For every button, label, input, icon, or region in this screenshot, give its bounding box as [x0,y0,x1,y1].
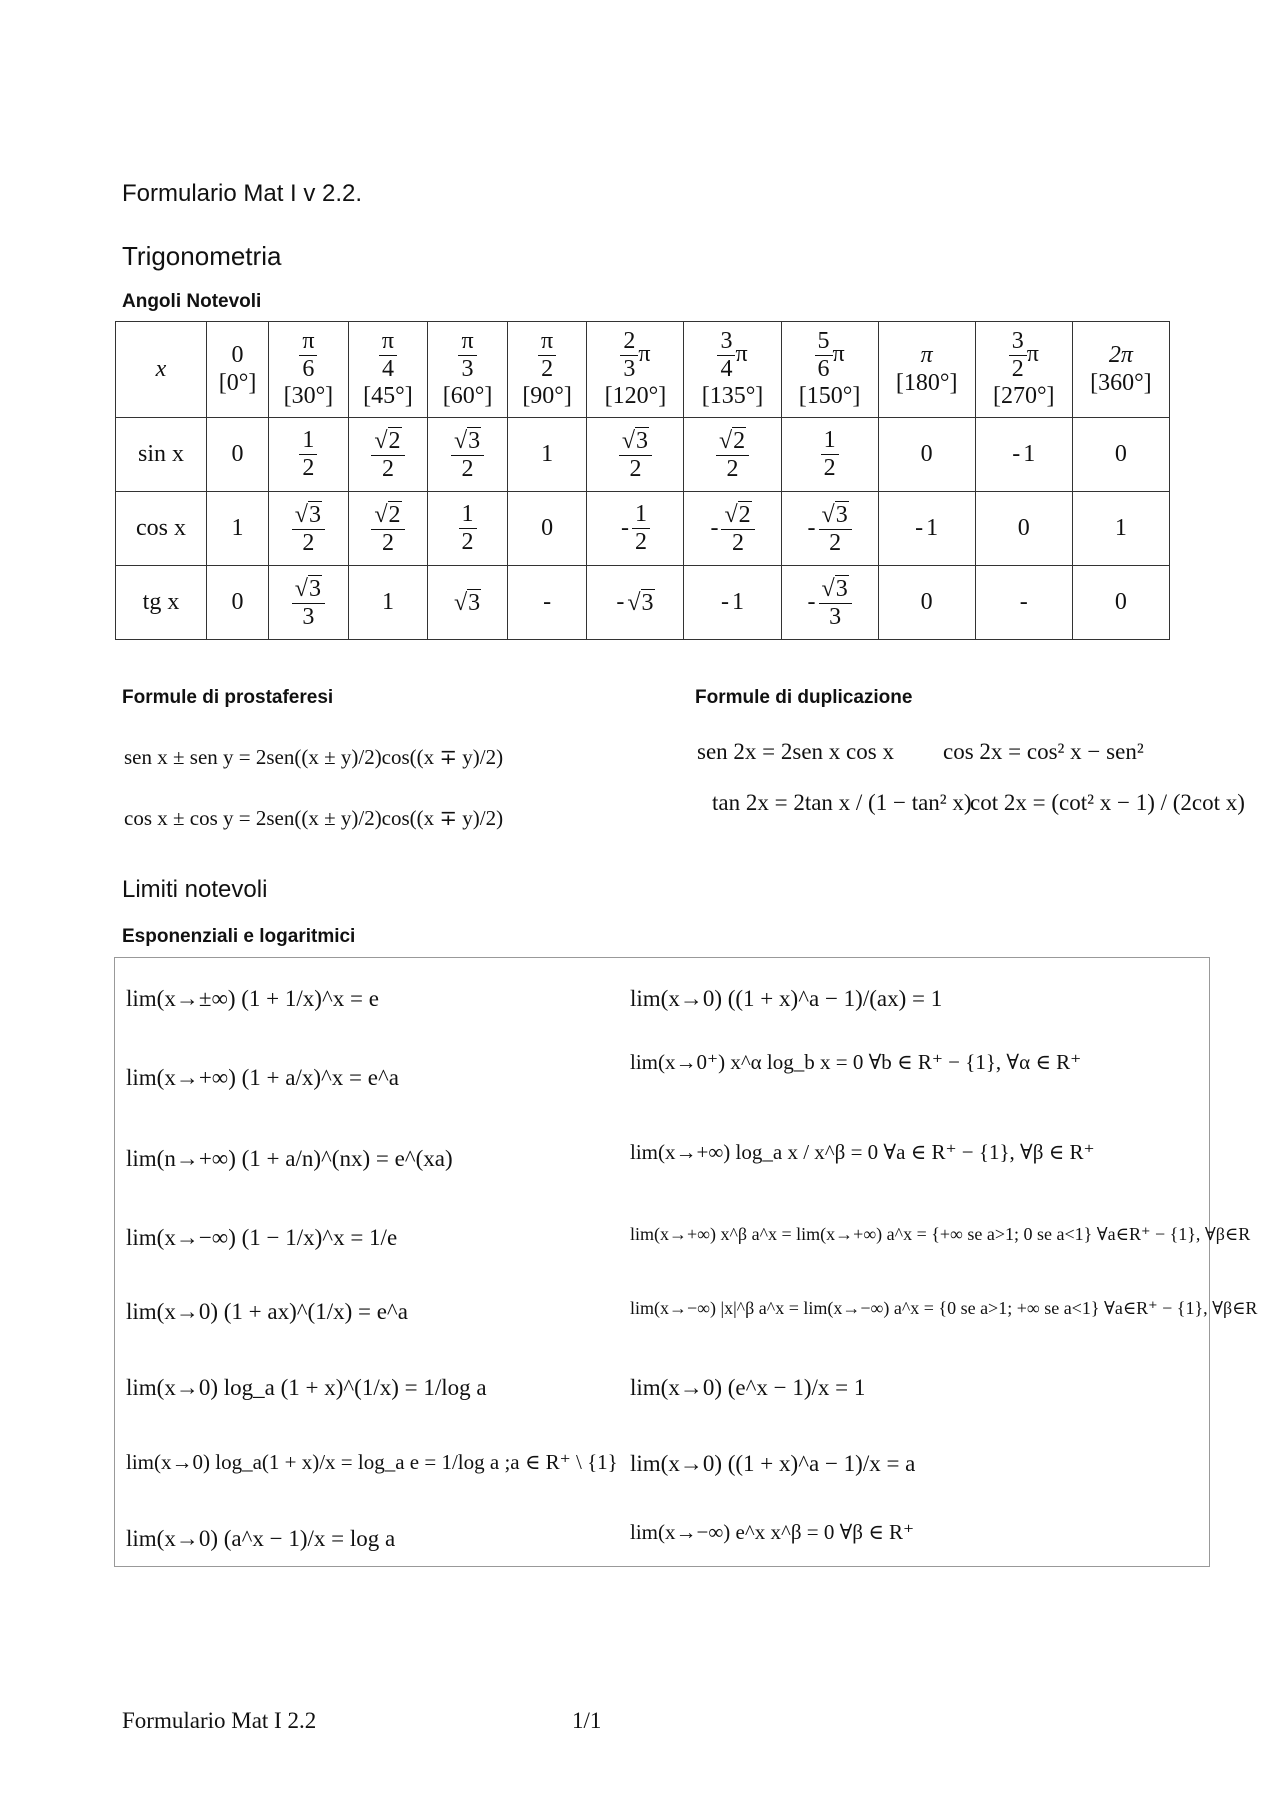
limit-left-5: lim(x→0) (1 + ax)^(1/x) = e^a [126,1299,408,1324]
table-cell [781,566,878,640]
prostaferesi-title: Formule di prostaferesi [122,687,334,708]
limit-right-6: lim(x→0) (e^x − 1)/x = 1 [630,1375,866,1400]
numerator [632,501,650,529]
table-row-cos [116,492,1170,566]
numerator [819,501,852,530]
table-cell [428,418,508,492]
minus-sign: - [616,589,625,615]
value-text: 1 [541,441,554,467]
minus-sign: - [1012,441,1021,467]
table-cell [878,418,975,492]
table-row-sin [116,418,1170,492]
cell-value [292,501,325,557]
value-text: 1 [381,589,394,615]
cell-value [1012,441,1035,468]
cell-value [1115,441,1127,468]
angle-num: 5 [815,328,833,356]
sqrt-value [822,501,849,529]
angoli-notevoli-table [115,321,1170,640]
fraction [451,427,484,483]
angle-degrees: [180°] [895,369,958,396]
sqrt-sign: √ [374,427,388,454]
limit-right-8: lim(x→−∞) e^x x^β = 0 ∀β ∈ R⁺ [630,1520,915,1544]
value-text: 1 [732,589,745,615]
value-text: 0 [1017,515,1030,541]
angle-30 [269,322,349,418]
angle-270 [975,322,1072,418]
row-label-cos: cos x [116,492,207,566]
sqrt-value [295,501,322,529]
numerator [821,427,839,455]
sqrt-radicand: 3 [308,501,321,528]
table-cell [269,566,349,640]
cell-value [451,427,484,483]
value-text: - [543,589,552,615]
angle-value: π [920,341,933,368]
fraction [721,501,754,557]
angle-den: 4 [381,355,394,382]
table-cell [507,418,587,492]
angle-135 [684,322,781,418]
limit-left-2: lim(x→+∞) (1 + a/x)^x = e^a [126,1065,399,1090]
limit-right-4: lim(x→+∞) x^β a^x = lim(x→+∞) a^x = {+∞ se a>1; 0 se a<1} ∀a∈R⁺ − {1}, ∀β∈R [630,1224,1251,1244]
cell-value [721,589,744,616]
duplicazione-cot2x: cot 2x = (cot² x − 1) / (2cot x) [970,790,1245,815]
cell-value [1115,589,1127,616]
row-label-tg: tg x [116,566,207,640]
sqrt-radicand: 3 [835,575,848,602]
sqrt-radicand: 2 [388,427,401,454]
angle-degrees: [0°] [218,369,257,396]
value-text: 2 [823,455,836,481]
sqrt-sign: √ [627,589,641,616]
table-cell [878,566,975,640]
value-text: 1 [1023,441,1036,467]
header-x: x [155,356,167,382]
limit-left-7: lim(x→0) log_a(1 + x)/x = log_a e = 1/log a ;a ∈ R⁺ \ {1} [126,1450,618,1474]
value-text: 1 [302,427,315,454]
value-text: 3 [829,603,842,630]
sqrt-radicand: 2 [738,501,751,528]
numerator [299,427,317,455]
angle-degrees: [45°] [363,383,413,410]
table-cell [1072,418,1169,492]
table-cell [348,566,428,640]
value-text: 0 [541,515,554,541]
limit-right-5: lim(x→−∞) |x|^β a^x = lim(x→−∞) a^x = {0 se a>1; +∞ se a<1} ∀a∈R⁺ − {1}, ∀β∈R [630,1298,1258,1318]
denominator [826,530,844,557]
section-title-trigonometria: Trigonometria [122,241,282,271]
fraction [292,501,325,557]
limit-left-1: lim(x→±∞) (1 + 1/x)^x = e [126,986,379,1011]
numerator [721,501,754,530]
denominator [459,456,477,483]
footer-page-number: 1/1 [572,1708,602,1733]
value-text: 2 [629,455,642,482]
table-cell [975,418,1072,492]
cell-value [808,575,852,631]
cell-value [299,427,317,482]
angle-90 [507,322,587,418]
fraction [371,501,404,557]
value-text: 2 [461,529,474,555]
sqrt-sign: √ [374,501,388,528]
table-cell [269,418,349,492]
angle-60 [428,322,508,418]
value-text: 2 [726,455,739,482]
limit-left-3: lim(n→+∞) (1 + a/n)^(nx) = e^(xa) [126,1146,453,1171]
table-cell [348,418,428,492]
duplicazione-tan2x: tan 2x = 2tan x / (1 − tan² x) [712,790,972,815]
sqrt-sign: √ [294,501,308,528]
cell-value [915,515,938,542]
sqrt-sign: √ [453,427,468,454]
table-cell [348,492,428,566]
angle-pi: π [735,340,748,367]
sqrt-value [374,501,401,529]
table-cell [781,492,878,566]
angle-degrees: [30°] [283,383,334,410]
limit-right-7: lim(x→0) ((1 + x)^a − 1)/x = a [630,1451,916,1476]
denominator [459,529,477,556]
table-cell [207,418,269,492]
fraction [299,427,317,482]
minus-sign: - [620,515,629,541]
table-cell [684,566,781,640]
table-cell [428,492,508,566]
minus-sign: - [915,515,924,541]
table-cell [878,492,975,566]
value-text: 1 [634,501,647,528]
angle-degrees: [60°] [442,383,493,410]
table-cell [975,566,1072,640]
sqrt-value [724,501,751,529]
sqrt-radicand: 3 [468,427,481,454]
angle-den: 2 [1011,355,1024,382]
row-label-sin: sin x [116,418,207,492]
cell-value [1018,515,1030,542]
section-title-limiti: Limiti notevoli [122,876,268,903]
angle-den: 3 [461,355,474,382]
angle-num: π [458,328,476,356]
angle-degrees: [270°] [992,383,1055,410]
denominator [626,456,644,483]
numerator [292,575,325,604]
angle-degrees: [120°] [604,383,667,410]
sqrt-radicand: 2 [388,501,401,528]
angle-num: π [538,328,556,356]
denominator [632,529,650,556]
value-text: 2 [461,455,474,482]
cell-value [382,589,394,616]
table-cell [207,492,269,566]
numerator [459,501,477,529]
prostaferesi-formula-2: cos x ± cos y = 2sen((x ± y)/2)cos((x ∓ y)/2) [124,806,504,830]
angle-den: 4 [720,355,733,382]
table-cell [587,492,684,566]
cell-value [232,589,244,616]
duplicazione-cos2x: cos 2x = cos² x − sen² [943,739,1144,764]
table-title-angoli-notevoli: Angoli Notevoli [122,291,262,312]
sqrt-sign: √ [821,501,835,528]
angle-degrees: [360°] [1090,369,1152,396]
fraction [292,575,325,631]
sqrt-radicand: 3 [636,427,649,454]
duplicazione-title: Formule di duplicazione [695,687,913,708]
limit-left-6: lim(x→0) log_a (1 + x)^(1/x) = 1/log a [126,1375,487,1400]
angle-degrees: [90°] [522,383,572,410]
cell-value [619,427,652,483]
cell-value [232,515,244,542]
table-cell [507,566,587,640]
cell-value [621,501,650,556]
angle-den: 2 [541,355,554,382]
table-cell [684,418,781,492]
cell-value [454,589,481,617]
angle-pi: π [638,340,651,367]
angle-num: 2 [620,328,638,356]
numerator [819,575,852,604]
fraction [371,427,404,483]
cell-value [541,441,553,468]
sqrt-value [627,589,654,617]
sqrt-sign: √ [724,501,738,528]
cell-value [1115,515,1127,542]
denominator [299,530,317,557]
angle-180 [878,322,975,418]
table-cell [207,566,269,640]
sqrt-value [374,427,401,455]
value-text: 0 [231,441,244,467]
sqrt-radicand: 3 [641,589,654,616]
numerator [292,501,325,530]
angle-120 [587,322,684,418]
sqrt-value [719,427,746,455]
minus-sign: - [807,589,816,615]
angle-num: π [379,328,397,356]
value-text: 2 [381,455,394,482]
value-text: 1 [823,427,836,454]
value-text: 2 [829,529,842,556]
sqrt-radicand: 3 [468,589,481,616]
cell-value [921,441,933,468]
value-text: 0 [920,589,933,615]
sqrt-sign: √ [453,589,468,616]
sqrt-value [454,427,481,455]
table-cell [1072,492,1169,566]
angle-360 [1072,322,1169,418]
value-text: 2 [732,529,745,556]
value-text: 1 [231,515,244,541]
angle-degrees: [150°] [798,383,861,410]
angle-value: 0 [231,341,244,368]
cell-value [808,501,852,557]
denominator [821,455,839,482]
sqrt-sign: √ [718,427,733,454]
denominator [724,456,742,483]
angle-value: 2π [1108,341,1133,368]
sqrt-radicand: 3 [308,575,321,602]
value-text: 1 [1114,515,1127,541]
fraction [632,501,650,556]
table-cell [781,418,878,492]
value-text: - [1019,589,1028,615]
cell-value [616,589,654,617]
numerator [716,427,749,456]
prostaferesi-formula-1: sen x ± sen y = 2sen((x ± y)/2)cos((x ∓ y)/2) [124,745,504,769]
cell-value [710,501,754,557]
value-text: 1 [461,501,474,528]
sqrt-radicand: 3 [835,501,848,528]
value-text: 0 [1114,441,1127,467]
cell-value [371,501,404,557]
fraction [716,427,749,483]
sqrt-sign: √ [294,575,308,602]
table-cell [269,492,349,566]
subsection-title-esponenziali: Esponenziali e logaritmici [122,926,356,947]
limit-left-4: lim(x→−∞) (1 − 1/x)^x = 1/e [126,1225,398,1250]
footer-doc-name: Formulario Mat I 2.2 [122,1708,317,1733]
angle-pi: π [832,340,845,367]
sqrt-sign: √ [621,427,636,454]
angle-den: 6 [817,355,830,382]
value-text: 0 [920,441,933,467]
sqrt-value [454,589,481,617]
table-cell [1072,566,1169,640]
value-text: 2 [381,529,394,556]
cell-value [821,427,839,482]
cell-value [292,575,325,631]
table-cell [587,418,684,492]
table-header-label [116,322,207,418]
table-cell [975,492,1072,566]
document-title: Formulario Mat I v 2.2. [122,180,363,207]
denominator [299,455,317,482]
value-text: 1 [926,515,939,541]
denominator [729,530,747,557]
value-text: 3 [302,603,315,630]
cell-value [459,501,477,556]
value-text: 0 [231,589,244,615]
fraction [819,501,852,557]
numerator [371,427,404,456]
angle-num: 3 [717,328,735,356]
limit-right-3: lim(x→+∞) log_a x / x^β = 0 ∀a ∈ R⁺ − {1}, ∀β ∈ R⁺ [630,1140,1095,1164]
angle-pi: π [1026,340,1039,367]
sqrt-value [622,427,649,455]
angle-degrees: [135°] [701,383,764,410]
fraction [459,501,477,556]
numerator [371,501,404,530]
denominator [379,530,397,557]
denominator [826,604,844,631]
table-cell [587,566,684,640]
duplicazione-sen2x: sen 2x = 2sen x cos x [697,739,894,764]
sqrt-radicand: 2 [733,427,746,454]
value-text: 2 [302,455,315,481]
minus-sign: - [721,589,730,615]
angle-den: 3 [623,355,636,382]
limit-right-2: lim(x→0⁺) x^α log_b x = 0 ∀b ∈ R⁺ − {1}, ∀α ∈ R⁺ [630,1050,1082,1074]
value-text: 2 [634,529,647,555]
denominator [299,604,317,631]
cell-value [921,589,933,616]
cell-value [371,427,404,483]
limit-left-8: lim(x→0) (a^x − 1)/x = log a [126,1526,396,1551]
sqrt-value [822,575,849,603]
value-text: 2 [302,529,315,556]
numerator [451,427,484,456]
table-row [116,322,1170,418]
limit-right-1: lim(x→0) ((1 + x)^a − 1)/(ax) = 1 [630,986,943,1011]
table-cell [684,492,781,566]
cell-value [541,515,553,542]
table-cell [428,566,508,640]
minus-sign: - [710,515,719,541]
angle-num: π [299,328,317,356]
angle-150 [781,322,878,418]
fraction [619,427,652,483]
angle-num: 3 [1009,328,1027,356]
table-cell [507,492,587,566]
fraction [821,427,839,482]
value-text: 0 [1114,589,1127,615]
fraction [819,575,852,631]
table-row-tg [116,566,1170,640]
sqrt-value [295,575,322,603]
cell-value [543,589,551,616]
cell-value [232,441,244,468]
angle-45 [348,322,428,418]
numerator [619,427,652,456]
minus-sign: - [807,515,816,541]
angle-0 [207,322,269,418]
sqrt-sign: √ [821,575,835,602]
angle-den: 6 [302,355,315,382]
cell-value [716,427,749,483]
cell-value [1020,589,1028,616]
denominator [379,456,397,483]
